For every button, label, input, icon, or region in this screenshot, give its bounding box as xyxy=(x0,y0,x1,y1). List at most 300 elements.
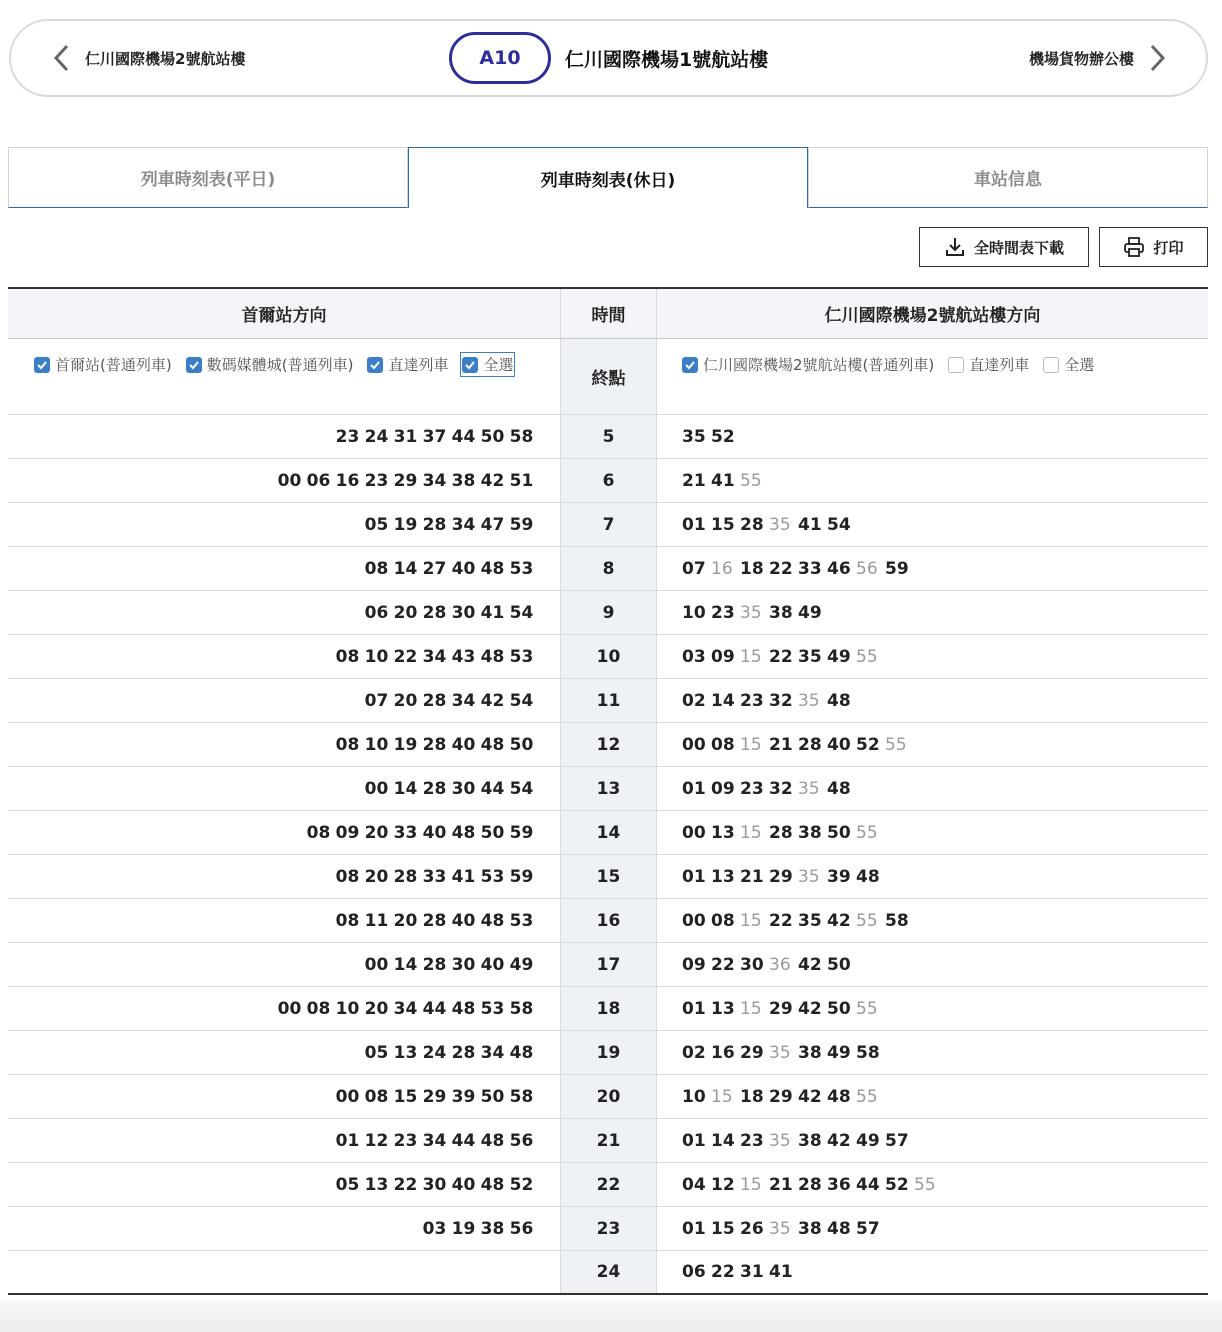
departure-minute: 05 xyxy=(364,1042,389,1063)
airport-direction-times xyxy=(657,1163,1208,1206)
download-button-label: 全時間表下載 xyxy=(973,238,1064,257)
departure-minute: 33 xyxy=(393,822,418,843)
table-row xyxy=(8,987,1208,1031)
departure-minute: 29 xyxy=(769,866,793,887)
departure-minute: 28 xyxy=(422,514,447,535)
departure-minute: 13 xyxy=(711,866,735,887)
hour-cell: 19 xyxy=(560,1031,657,1074)
departure-minute: 40 xyxy=(451,1174,476,1195)
departure-minute: 00 xyxy=(682,910,706,931)
departure-minute: 21 xyxy=(740,866,764,887)
express-departure-minute: 35 xyxy=(769,1130,791,1151)
departure-minute: 48 xyxy=(480,910,505,931)
departure-minute: 32 xyxy=(769,690,793,711)
departure-minute: 01 xyxy=(682,1130,706,1151)
seoul-direction-header: 首爾站方向 xyxy=(241,306,327,326)
checkbox-checked-icon xyxy=(186,357,202,373)
departure-minute: 41 xyxy=(711,470,735,491)
departure-minute: 39 xyxy=(827,866,851,887)
filter-select-all-right[interactable] xyxy=(1043,354,1094,375)
seoul-direction-times xyxy=(8,415,560,458)
hour-cell: 6 xyxy=(560,459,657,502)
departure-minute: 50 xyxy=(480,426,505,447)
departure-minute: 28 xyxy=(422,910,447,931)
airport-direction-times xyxy=(657,767,1208,810)
departure-minute: 10 xyxy=(335,998,360,1019)
departure-minute: 05 xyxy=(364,514,389,535)
hour-cell: 15 xyxy=(560,855,657,898)
departure-minute: 01 xyxy=(682,514,706,535)
departure-minute: 52 xyxy=(711,426,735,447)
express-departure-minute: 15 xyxy=(740,910,762,931)
express-departure-minute: 15 xyxy=(740,734,762,755)
departure-minute: 28 xyxy=(451,1042,476,1063)
tab-weekday-timetable[interactable]: 列車時刻表(平日) xyxy=(8,147,408,208)
departure-minute: 48 xyxy=(827,1086,851,1107)
departure-minute: 50 xyxy=(827,954,851,975)
departure-minute: 34 xyxy=(480,1042,505,1063)
departure-minute: 20 xyxy=(364,866,389,887)
departure-minute: 10 xyxy=(364,734,389,755)
airport-direction-times xyxy=(657,1207,1208,1250)
departure-minute: 57 xyxy=(856,1218,880,1239)
printer-icon xyxy=(1123,236,1145,258)
departure-minute: 28 xyxy=(422,734,447,755)
filter-express-right[interactable] xyxy=(948,354,1029,375)
departure-minute: 53 xyxy=(480,866,505,887)
departure-minute: 22 xyxy=(711,1262,735,1282)
departure-minute: 07 xyxy=(364,690,389,711)
table-row xyxy=(8,811,1208,855)
express-departure-minute: 15 xyxy=(711,1086,733,1107)
express-departure-minute: 36 xyxy=(769,954,791,975)
departure-minute: 38 xyxy=(480,1218,505,1239)
airport-direction-times xyxy=(657,459,1208,502)
departure-minute: 53 xyxy=(480,998,505,1019)
chevron-right-icon xyxy=(1146,43,1168,73)
departure-minute: 08 xyxy=(306,998,331,1019)
departure-minute: 54 xyxy=(509,690,534,711)
express-departure-minute: 16 xyxy=(711,558,733,579)
departure-minute: 08 xyxy=(364,558,389,579)
checkbox-checked-icon xyxy=(34,357,50,373)
airport-direction-times xyxy=(657,1075,1208,1118)
departure-minute: 40 xyxy=(480,954,505,975)
checkbox-unchecked-icon xyxy=(1043,357,1059,373)
seoul-direction-times xyxy=(8,767,560,810)
print-button[interactable] xyxy=(1099,227,1208,267)
airport-direction-times xyxy=(657,1119,1208,1162)
station-code-badge: A10 xyxy=(449,32,551,84)
express-departure-minute: 35 xyxy=(798,690,820,711)
airport-direction-times xyxy=(657,635,1208,678)
filter-select-all-left[interactable] xyxy=(462,354,513,375)
departure-minute: 14 xyxy=(393,954,418,975)
seoul-direction-times xyxy=(8,459,560,502)
departure-minute: 56 xyxy=(509,1130,534,1151)
departure-minute: 53 xyxy=(509,558,534,579)
departure-minute: 09 xyxy=(711,646,735,667)
departure-minute: 38 xyxy=(798,1130,822,1151)
express-departure-minute: 35 xyxy=(769,1042,791,1063)
departure-minute: 00 xyxy=(277,998,302,1019)
departure-minute: 39 xyxy=(451,1086,476,1107)
departure-minute: 23 xyxy=(364,470,389,491)
departure-minute: 44 xyxy=(480,778,505,799)
express-departure-minute: 15 xyxy=(740,822,762,843)
airport-direction-times xyxy=(657,679,1208,722)
departure-minute: 28 xyxy=(798,1174,822,1195)
departure-minute: 13 xyxy=(711,822,735,843)
departure-minute: 48 xyxy=(827,690,851,711)
departure-minute: 38 xyxy=(798,1218,822,1239)
seoul-direction-times xyxy=(8,811,560,854)
express-departure-minute: 55 xyxy=(856,646,878,667)
departure-minute: 21 xyxy=(682,470,706,491)
departure-minute: 16 xyxy=(711,1042,735,1063)
departure-minute: 00 xyxy=(277,470,302,491)
express-departure-minute: 35 xyxy=(769,1218,791,1239)
departure-minute: 58 xyxy=(885,910,909,931)
departure-minute: 13 xyxy=(364,1174,389,1195)
departure-minute: 01 xyxy=(335,1130,360,1151)
express-departure-minute: 35 xyxy=(740,602,762,623)
filter-row xyxy=(8,339,1208,415)
departure-minute: 44 xyxy=(451,1130,476,1151)
tab-station-info[interactable]: 車站信息 xyxy=(808,147,1208,208)
table-row xyxy=(8,591,1208,635)
current-station xyxy=(449,21,768,95)
hour-cell: 7 xyxy=(560,503,657,546)
departure-minute: 29 xyxy=(769,998,793,1019)
departure-minute: 28 xyxy=(422,778,447,799)
hour-cell: 24 xyxy=(560,1251,657,1293)
express-departure-minute: 55 xyxy=(914,1174,936,1195)
hour-cell: 22 xyxy=(560,1163,657,1206)
departure-minute: 10 xyxy=(682,602,706,623)
departure-minute: 43 xyxy=(451,646,476,667)
departure-minute: 49 xyxy=(509,954,534,975)
departure-minute: 42 xyxy=(798,1086,822,1107)
departure-minute: 35 xyxy=(798,646,822,667)
departure-minute: 59 xyxy=(509,822,534,843)
departure-minute: 50 xyxy=(480,1086,505,1107)
departure-minute: 32 xyxy=(769,778,793,799)
next-station-link[interactable] xyxy=(1029,21,1168,95)
departure-minute: 10 xyxy=(364,646,389,667)
departure-minute: 19 xyxy=(393,734,418,755)
departure-minute: 04 xyxy=(682,1174,706,1195)
departure-minute: 23 xyxy=(740,690,764,711)
departure-minute: 28 xyxy=(740,514,764,535)
departure-minute: 40 xyxy=(422,822,447,843)
departure-minute: 52 xyxy=(885,1174,909,1195)
departure-minute: 38 xyxy=(798,1042,822,1063)
table-row xyxy=(8,767,1208,811)
departure-minute: 27 xyxy=(422,558,447,579)
departure-minute: 19 xyxy=(451,1218,476,1239)
express-departure-minute: 55 xyxy=(740,470,762,491)
departure-minute: 49 xyxy=(827,1042,851,1063)
departure-minute: 22 xyxy=(393,646,418,667)
departure-minute: 44 xyxy=(856,1174,880,1195)
station-navigation-bar xyxy=(9,19,1208,97)
departure-minute: 14 xyxy=(393,558,418,579)
hour-cell: 11 xyxy=(560,679,657,722)
filter-seoul-local[interactable] xyxy=(34,354,172,375)
table-row xyxy=(8,679,1208,723)
departure-minute: 48 xyxy=(451,822,476,843)
checkbox-unchecked-icon xyxy=(948,357,964,373)
seoul-direction-times xyxy=(8,987,560,1030)
departure-minute: 48 xyxy=(827,1218,851,1239)
table-row xyxy=(8,1075,1208,1119)
departure-minute: 40 xyxy=(827,734,851,755)
departure-minute: 53 xyxy=(509,910,534,931)
departure-minute: 08 xyxy=(306,822,331,843)
departure-minute: 02 xyxy=(682,690,706,711)
express-departure-minute: 35 xyxy=(798,866,820,887)
departure-minute: 05 xyxy=(335,1174,360,1195)
departure-minute: 22 xyxy=(769,646,793,667)
departure-minute: 46 xyxy=(827,558,851,579)
airport-direction-times xyxy=(657,811,1208,854)
table-row xyxy=(8,415,1208,459)
hour-cell: 18 xyxy=(560,987,657,1030)
departure-minute: 11 xyxy=(364,910,389,931)
checkbox-checked-icon xyxy=(682,357,698,373)
seoul-direction-times xyxy=(8,1031,560,1074)
departure-minute: 50 xyxy=(827,822,851,843)
departure-minute: 06 xyxy=(682,1262,706,1282)
departure-minute: 41 xyxy=(769,1262,793,1282)
departure-minute: 28 xyxy=(422,690,447,711)
airport-direction-times xyxy=(657,943,1208,986)
departure-minute: 58 xyxy=(509,426,534,447)
hour-cell: 21 xyxy=(560,1119,657,1162)
departure-minute: 20 xyxy=(393,910,418,931)
departure-minute: 08 xyxy=(335,734,360,755)
filter-label: 直達列車 xyxy=(388,356,449,374)
departure-minute: 03 xyxy=(682,646,706,667)
timetable-header xyxy=(8,287,1208,339)
departure-minute: 06 xyxy=(306,470,331,491)
departure-minute: 08 xyxy=(364,1086,389,1107)
hour-cell: 5 xyxy=(560,415,657,458)
airport-direction-times xyxy=(657,899,1208,942)
departure-minute: 29 xyxy=(769,1086,793,1107)
departure-minute: 48 xyxy=(856,866,880,887)
departure-minute: 21 xyxy=(769,734,793,755)
table-row xyxy=(8,723,1208,767)
departure-minute: 49 xyxy=(856,1130,880,1151)
table-row xyxy=(8,1163,1208,1207)
departure-minute: 30 xyxy=(451,602,476,623)
departure-minute: 35 xyxy=(682,426,706,447)
departure-minute: 34 xyxy=(451,514,476,535)
tab-holiday-timetable[interactable]: 列車時刻表(休日) xyxy=(408,147,808,208)
table-row xyxy=(8,1119,1208,1163)
departure-minute: 38 xyxy=(769,602,793,623)
table-row xyxy=(8,459,1208,503)
airport-t2-direction-header: 仁川國際機場2號航站樓方向 xyxy=(824,306,1041,326)
departure-minute: 41 xyxy=(480,602,505,623)
departure-minute: 33 xyxy=(798,558,822,579)
departure-minute: 15 xyxy=(711,514,735,535)
departure-minute: 59 xyxy=(509,514,534,535)
filter-label: 全選 xyxy=(1064,356,1095,374)
departure-minute: 58 xyxy=(856,1042,880,1063)
departure-minute: 42 xyxy=(827,1130,851,1151)
departure-minute: 50 xyxy=(827,998,851,1019)
departure-minute: 52 xyxy=(856,734,880,755)
departure-minute: 08 xyxy=(711,910,735,931)
filter-label: 首爾站(普通列車) xyxy=(55,356,172,374)
departure-minute: 31 xyxy=(393,426,418,447)
filter-dmc-local[interactable] xyxy=(186,354,354,375)
departure-minute: 02 xyxy=(682,1042,706,1063)
filter-label: 全選 xyxy=(483,356,514,374)
chevron-left-icon xyxy=(51,43,73,73)
departure-minute: 08 xyxy=(335,646,360,667)
table-row xyxy=(8,1031,1208,1075)
filter-express-left[interactable] xyxy=(367,354,448,375)
departure-minute: 09 xyxy=(711,778,735,799)
departure-minute: 50 xyxy=(509,734,534,755)
download-icon xyxy=(944,236,966,258)
departure-minute: 08 xyxy=(711,734,735,755)
departure-minute: 44 xyxy=(451,426,476,447)
filter-label: 數碼媒體城(普通列車) xyxy=(206,356,354,374)
departure-minute: 08 xyxy=(335,910,360,931)
departure-minute: 42 xyxy=(480,690,505,711)
departure-minute: 40 xyxy=(451,910,476,931)
departure-minute: 23 xyxy=(711,602,735,623)
departure-minute: 20 xyxy=(393,690,418,711)
filter-label: 仁川國際機場2號航站樓(普通列車) xyxy=(703,356,935,374)
timetable xyxy=(8,287,1208,1295)
departure-minute: 34 xyxy=(422,1130,447,1151)
departure-minute: 54 xyxy=(509,602,534,623)
departure-minute: 08 xyxy=(335,866,360,887)
departure-minute: 00 xyxy=(364,954,389,975)
seoul-direction-times xyxy=(8,635,560,678)
departure-minute: 18 xyxy=(740,1086,764,1107)
hour-cell: 9 xyxy=(560,591,657,634)
departure-minute: 07 xyxy=(682,558,706,579)
departure-minute: 14 xyxy=(711,1130,735,1151)
departure-minute: 03 xyxy=(422,1218,447,1239)
departure-minute: 00 xyxy=(682,822,706,843)
hour-cell: 13 xyxy=(560,767,657,810)
filter-label: 直達列車 xyxy=(969,356,1030,374)
departure-minute: 48 xyxy=(509,1042,534,1063)
departure-minute: 57 xyxy=(885,1130,909,1151)
hour-cell: 8 xyxy=(560,547,657,590)
departure-minute: 29 xyxy=(393,470,418,491)
departure-minute: 19 xyxy=(393,514,418,535)
departure-minute: 00 xyxy=(335,1086,360,1107)
table-row xyxy=(8,1251,1208,1295)
departure-minute: 10 xyxy=(682,1086,706,1107)
departure-minute: 21 xyxy=(769,1174,793,1195)
table-row xyxy=(8,547,1208,591)
departure-minute: 09 xyxy=(335,822,360,843)
departure-minute: 23 xyxy=(393,1130,418,1151)
table-row xyxy=(8,1207,1208,1251)
departure-minute: 13 xyxy=(393,1042,418,1063)
departure-minute: 58 xyxy=(509,998,534,1019)
departure-minute: 22 xyxy=(393,1174,418,1195)
departure-minute: 28 xyxy=(422,954,447,975)
departure-minute: 14 xyxy=(393,778,418,799)
seoul-direction-times xyxy=(8,1163,560,1206)
departure-minute: 42 xyxy=(798,954,822,975)
departure-minute: 01 xyxy=(682,866,706,887)
departure-minute: 38 xyxy=(451,470,476,491)
departure-minute: 26 xyxy=(740,1218,764,1239)
departure-minute: 28 xyxy=(798,734,822,755)
airport-direction-times xyxy=(657,503,1208,546)
departure-minute: 53 xyxy=(509,646,534,667)
express-departure-minute: 35 xyxy=(769,514,791,535)
departure-minute: 00 xyxy=(364,778,389,799)
seoul-direction-times xyxy=(8,503,560,546)
departure-minute: 20 xyxy=(364,822,389,843)
departure-minute: 51 xyxy=(509,470,534,491)
express-departure-minute: 55 xyxy=(856,1086,878,1107)
departure-minute: 54 xyxy=(827,514,851,535)
table-row xyxy=(8,899,1208,943)
departure-minute: 30 xyxy=(422,1174,447,1195)
print-button-label: 打印 xyxy=(1153,238,1184,257)
previous-station-link[interactable] xyxy=(51,21,245,95)
express-departure-minute: 35 xyxy=(798,778,820,799)
hour-cell: 14 xyxy=(560,811,657,854)
departure-minute: 15 xyxy=(393,1086,418,1107)
departure-minute: 56 xyxy=(509,1218,534,1239)
express-departure-minute: 15 xyxy=(740,1174,762,1195)
airport-direction-times xyxy=(657,987,1208,1030)
departure-minute: 48 xyxy=(480,558,505,579)
departure-minute: 49 xyxy=(798,602,822,623)
departure-minute: 24 xyxy=(422,1042,447,1063)
airport-direction-times xyxy=(657,1251,1208,1293)
departure-minute: 48 xyxy=(480,1130,505,1151)
timetable-tabs xyxy=(8,147,1208,208)
departure-minute: 28 xyxy=(422,602,447,623)
departure-minute: 37 xyxy=(422,426,447,447)
seoul-direction-times xyxy=(8,679,560,722)
airport-direction-filters xyxy=(657,339,1208,414)
departure-minute: 00 xyxy=(682,734,706,755)
seoul-direction-times xyxy=(8,1207,560,1250)
departure-minute: 18 xyxy=(740,558,764,579)
filter-airport-t2-local[interactable] xyxy=(682,354,934,375)
departure-minute: 48 xyxy=(480,734,505,755)
departure-minute: 48 xyxy=(480,1174,505,1195)
terminal-label: 終點 xyxy=(560,339,657,414)
departure-minute: 29 xyxy=(740,1042,764,1063)
departure-minute: 30 xyxy=(740,954,764,975)
download-full-timetable-button[interactable] xyxy=(919,227,1089,267)
departure-minute: 20 xyxy=(393,602,418,623)
airport-direction-times xyxy=(657,1031,1208,1074)
departure-minute: 09 xyxy=(682,954,706,975)
seoul-direction-times xyxy=(8,943,560,986)
departure-minute: 48 xyxy=(451,998,476,1019)
seoul-direction-times xyxy=(8,1075,560,1118)
